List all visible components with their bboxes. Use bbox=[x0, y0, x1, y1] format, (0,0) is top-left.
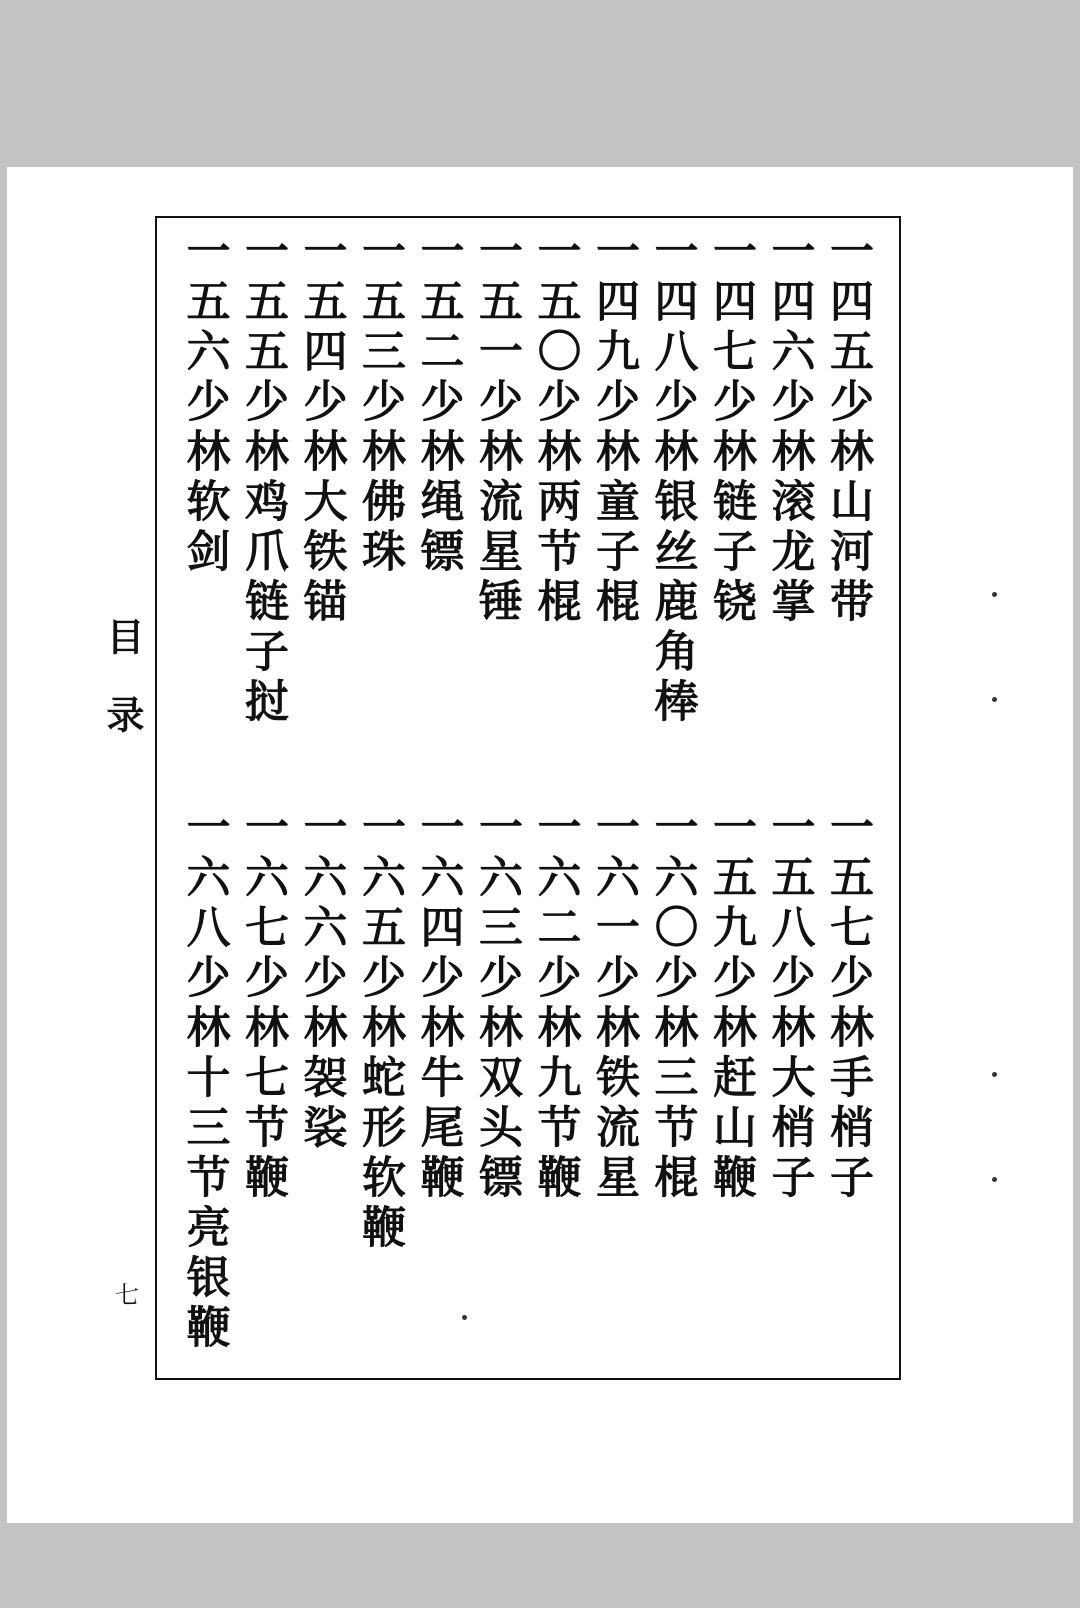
toc-entry bbox=[175, 804, 233, 1354]
toc-entry-page-number: 一五七 bbox=[822, 804, 873, 954]
toc-entry-title: 少林山河带 bbox=[822, 378, 873, 628]
toc-entry-page-number: 一六一 bbox=[588, 804, 639, 954]
toc-entry-page-number: 一四五 bbox=[822, 228, 873, 378]
toc-entry bbox=[701, 804, 759, 1204]
toc-entry-page-number: 一五五 bbox=[237, 228, 288, 378]
toc-entry-page-number: 一六〇 bbox=[646, 804, 698, 954]
toc-entry bbox=[350, 228, 408, 578]
toc-entry bbox=[701, 228, 759, 628]
toc-entry-title: 少林软剑 bbox=[178, 378, 230, 578]
book-page bbox=[7, 167, 1073, 1523]
toc-entry-title: 少林手梢子 bbox=[822, 954, 873, 1204]
toc-entry-page-number: 一四六 bbox=[763, 228, 815, 378]
toc-entry-title: 少林大铁锚 bbox=[295, 378, 347, 628]
toc-entry-page-number: 一六四 bbox=[412, 804, 464, 954]
toc-entry bbox=[409, 228, 467, 578]
scan-speck bbox=[992, 1177, 997, 1182]
toc-entry-title: 少林大梢子 bbox=[763, 954, 815, 1204]
toc-entry-title: 少林链子铙 bbox=[705, 378, 756, 628]
toc-entry bbox=[292, 804, 350, 1154]
toc-entry-title: 少林三节棍 bbox=[646, 954, 698, 1204]
toc-entry-title: 少林童子棍 bbox=[588, 378, 639, 628]
toc-entry-page-number: 一六五 bbox=[354, 804, 405, 954]
scan-speck bbox=[992, 592, 997, 597]
toc-entry-page-number: 一四八 bbox=[646, 228, 698, 378]
toc-entry-title: 少林鸡爪链子挝 bbox=[237, 378, 288, 728]
toc-entry-page-number: 一四七 bbox=[705, 228, 756, 378]
toc-entry bbox=[467, 228, 525, 628]
toc-entry-title: 少林七节鞭 bbox=[237, 954, 288, 1204]
toc-entry-page-number: 一六六 bbox=[295, 804, 347, 954]
scan-speck bbox=[992, 1072, 997, 1077]
toc-entry-page-number: 一五六 bbox=[178, 228, 230, 378]
toc-entry bbox=[467, 804, 525, 1204]
toc-entry-title: 少林蛇形软鞭 bbox=[354, 954, 405, 1254]
toc-entry bbox=[643, 804, 701, 1204]
toc-entry-title: 少林银丝鹿角棒 bbox=[646, 378, 698, 728]
toc-entry-title: 少林双头镖 bbox=[471, 954, 522, 1204]
toc-entry-title: 少林两节棍 bbox=[529, 378, 581, 628]
toc-entry-title: 少林流星锤 bbox=[471, 378, 522, 628]
toc-entry bbox=[175, 228, 233, 578]
toc-entry bbox=[818, 804, 876, 1204]
toc-entry bbox=[233, 804, 291, 1204]
page-number: 七 bbox=[115, 1281, 139, 1309]
scan-speck bbox=[462, 1315, 467, 1320]
toc-entry bbox=[526, 228, 584, 628]
toc-entry bbox=[818, 228, 876, 628]
toc-entry-page-number: 一五四 bbox=[295, 228, 347, 378]
toc-entry bbox=[760, 804, 818, 1204]
toc-entry-page-number: 一五二 bbox=[412, 228, 464, 378]
toc-entry-title: 少林滚龙掌 bbox=[763, 378, 815, 628]
toc-entry bbox=[292, 228, 350, 628]
scan-speck bbox=[992, 697, 997, 702]
toc-entry-page-number: 一五三 bbox=[354, 228, 405, 378]
toc-entry-title: 少林佛珠 bbox=[354, 378, 405, 578]
toc-entry-title: 少林铁流星 bbox=[588, 954, 639, 1204]
toc-entry-title: 少林赶山鞭 bbox=[705, 954, 756, 1204]
toc-entry-page-number: 一六三 bbox=[471, 804, 522, 954]
toc-entry-page-number: 一五九 bbox=[705, 804, 756, 954]
toc-entry-page-number: 一五八 bbox=[763, 804, 815, 954]
toc-entry-title: 少林绳镖 bbox=[412, 378, 464, 578]
table-of-contents bbox=[155, 216, 901, 1380]
toc-entry-title: 少林十三节亮银鞭 bbox=[178, 954, 230, 1354]
toc-entry bbox=[584, 228, 642, 628]
toc-entry-title: 少林九节鞭 bbox=[529, 954, 581, 1204]
toc-entry-title: 少林袈裟 bbox=[295, 954, 347, 1154]
toc-entry bbox=[409, 804, 467, 1204]
toc-entry bbox=[233, 228, 291, 728]
toc-entry-page-number: 一四九 bbox=[588, 228, 639, 378]
toc-entry-page-number: 一五〇 bbox=[529, 228, 581, 378]
toc-entry-page-number: 一六二 bbox=[529, 804, 581, 954]
toc-entry bbox=[584, 804, 642, 1204]
toc-entry-page-number: 一六八 bbox=[178, 804, 230, 954]
toc-entry bbox=[350, 804, 408, 1254]
toc-entry-page-number: 一五一 bbox=[471, 228, 522, 378]
toc-entry-page-number: 一六七 bbox=[237, 804, 288, 954]
toc-entry bbox=[526, 804, 584, 1204]
toc-entry bbox=[760, 228, 818, 628]
toc-entry bbox=[643, 228, 701, 728]
toc-entry-title: 少林牛尾鞭 bbox=[412, 954, 464, 1204]
page-label: 目录 bbox=[100, 617, 145, 773]
